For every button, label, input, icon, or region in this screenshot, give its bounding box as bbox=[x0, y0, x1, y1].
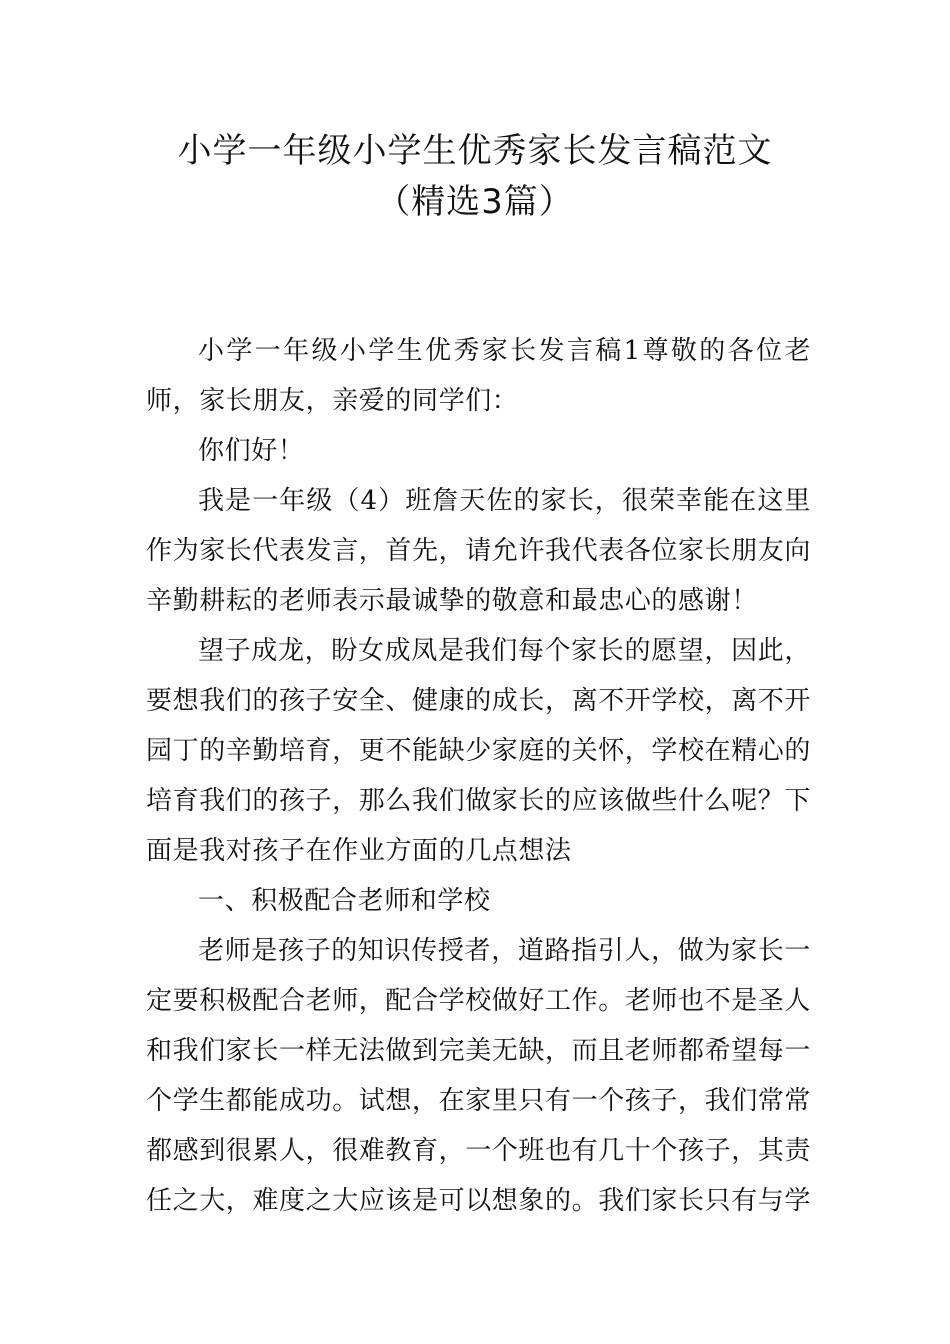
paragraph-intro: 我是一年级（4）班詹天佐的家长，很荣幸能在这里作为家长代表发言，首先，请允许我代表各位家长朋友向辛勤耕耘的老师表示最诚挚的敬意和最忠心的感谢！ bbox=[146, 486, 812, 616]
paragraph-hopes: 望子成龙，盼女成凤是我们每个家长的愿望，因此，要想我们的孩子安全、健康的成长，离不开学校，离不开园丁的辛勤培育，更不能缺少家庭的关怀，学校在精心的培育我们的孩子，那么我们做家长的应该做些什么呢？下面是我对孩子在作业方面的几点想法 bbox=[146, 636, 812, 866]
document-subtitle: （精选3篇） bbox=[376, 182, 574, 222]
document-title: 小学一年级小学生优秀家长发言稿范文 bbox=[177, 131, 773, 171]
paragraph-greeting: 小学一年级小学生优秀家长发言稿1尊敬的各位老师，家长朋友，亲爱的同学们： bbox=[146, 336, 811, 416]
section-heading-1: 一、积极配合老师和学校 bbox=[198, 886, 491, 916]
document-body bbox=[146, 326, 811, 1226]
paragraph-teacher: 老师是孩子的知识传授者，道路指引人，做为家长一定要积极配合老师，配合学校做好工作。老师也不是圣人和我们家长一样无法做到完美无缺，而且老师都希望每一个学生都能成功。试想，在家里只有一个孩子，我们常常都感到很累人，很难教育，一个班也有几十个孩子，其责任之大，难度之大应该是可以想象的。我们家长只有与学 bbox=[146, 936, 812, 1216]
paragraph-hello: 你们好！ bbox=[198, 436, 305, 466]
